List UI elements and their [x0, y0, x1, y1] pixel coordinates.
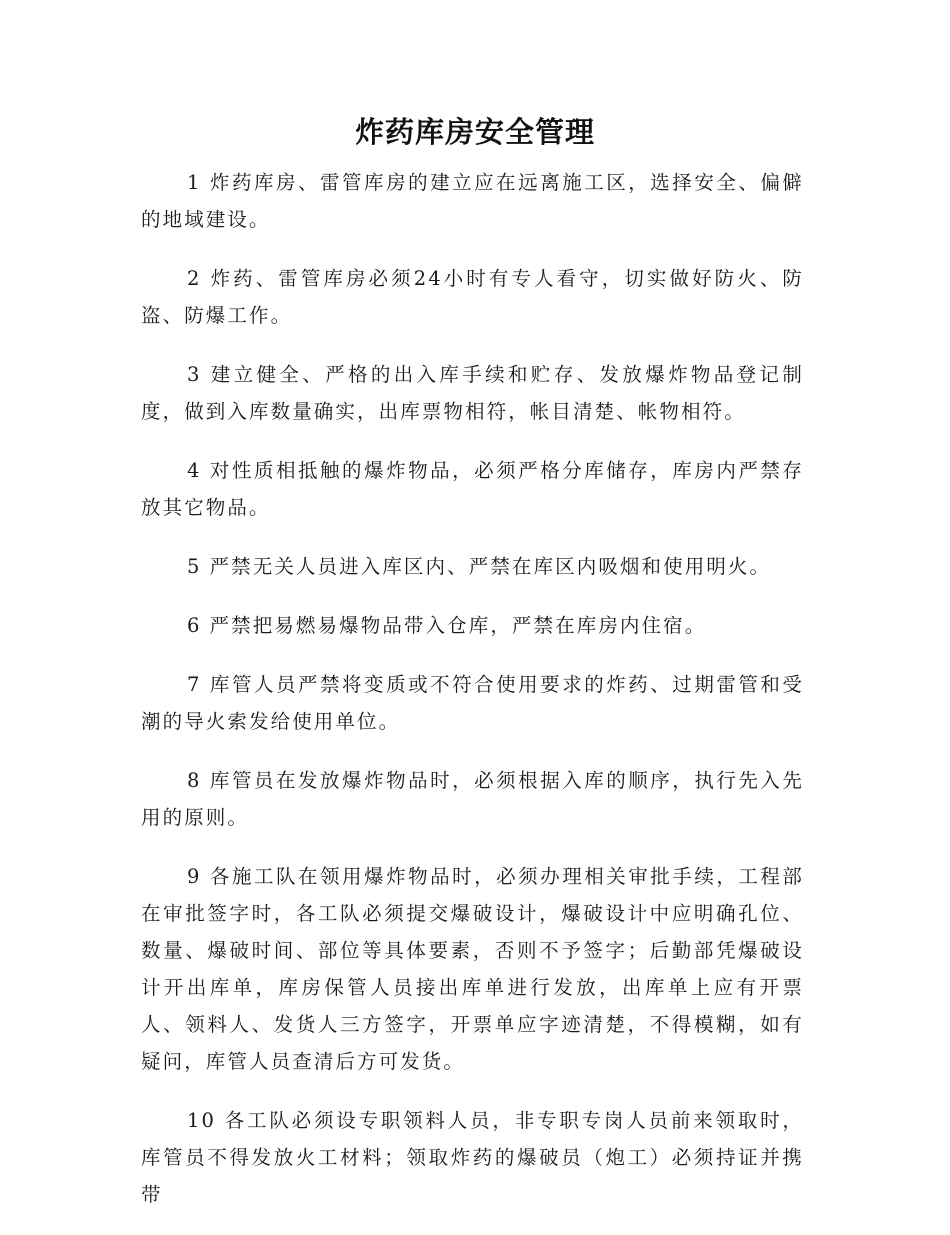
rule-paragraph-4: [141, 452, 804, 526]
rule-paragraph-6: [141, 607, 804, 644]
rule-number: 7: [187, 673, 202, 696]
rule-number: 2: [187, 267, 202, 290]
rule-text: 库管员在发放爆炸物品时，必须根据入库的顺序，执行先入先用的原则。: [141, 769, 804, 829]
document-title: 炸药库房安全管理: [354, 115, 595, 149]
rule-text: 炸药、雷管库房必须24小时有专人看守，切实做好防火、防盗、防爆工作。: [141, 267, 804, 327]
rule-text: 建立健全、严格的出入库手续和贮存、发放爆炸物品登记制度，做到入库数量确实，出库票物相符，帐目清楚、帐物相符。: [141, 363, 804, 423]
rule-text: 严禁把易燃易爆物品带入仓库，严禁在库房内住宿。: [209, 614, 707, 637]
rule-paragraph-7: [141, 666, 804, 740]
rule-number: 10: [187, 1109, 217, 1132]
rule-text: 严禁无关人员进入库区内、严禁在库区内吸烟和使用明火。: [209, 555, 772, 578]
rule-number: 8: [187, 769, 202, 792]
rule-paragraph-3: [141, 356, 804, 430]
rule-text: 各工队必须设专职领料人员，非专职专岗人员前来领取时，库管员不得发放火工材料；领取炸药的爆破员（炮工）必须持证并携带: [141, 1109, 804, 1206]
rule-text: 炸药库房、雷管库房的建立应在远离施工区，选择安全、偏僻的地域建设。: [141, 171, 804, 231]
rule-paragraph-2: [141, 260, 804, 334]
rule-paragraph-5: [141, 548, 804, 585]
rule-number: 9: [187, 865, 202, 888]
rule-text: 库管人员严禁将变质或不符合使用要求的炸药、过期雷管和受潮的导火索发给使用单位。: [141, 673, 804, 733]
rule-number: 6: [187, 614, 202, 637]
rule-paragraph-9: [141, 858, 804, 1080]
rule-number: 5: [187, 555, 202, 578]
rule-paragraph-8: [141, 762, 804, 836]
rule-paragraph-1: [141, 164, 804, 238]
document-body: [141, 164, 804, 1235]
rule-text: 各施工队在领用爆炸物品时，必须办理相关审批手续，工程部在审批签字时，各工队必须提交爆破设计，爆破设计中应明确孔位、数量、爆破时间、部位等具体要素，否则不予签字；后勤部凭爆破设计开出库单，库房保管人员接出库单进行发放，出库单上应有开票人、领料人、发货人三方签字，开票单应字迹清楚，不得模糊，如有疑问，库管人员查清后方可发货。: [141, 865, 804, 1073]
rule-number: 1: [187, 171, 202, 194]
rule-number: 4: [187, 459, 202, 482]
rule-text: 对性质相抵触的爆炸物品，必须严格分库储存，库房内严禁存放其它物品。: [141, 459, 804, 519]
rule-number: 3: [187, 363, 202, 386]
rule-paragraph-10: [141, 1102, 804, 1213]
